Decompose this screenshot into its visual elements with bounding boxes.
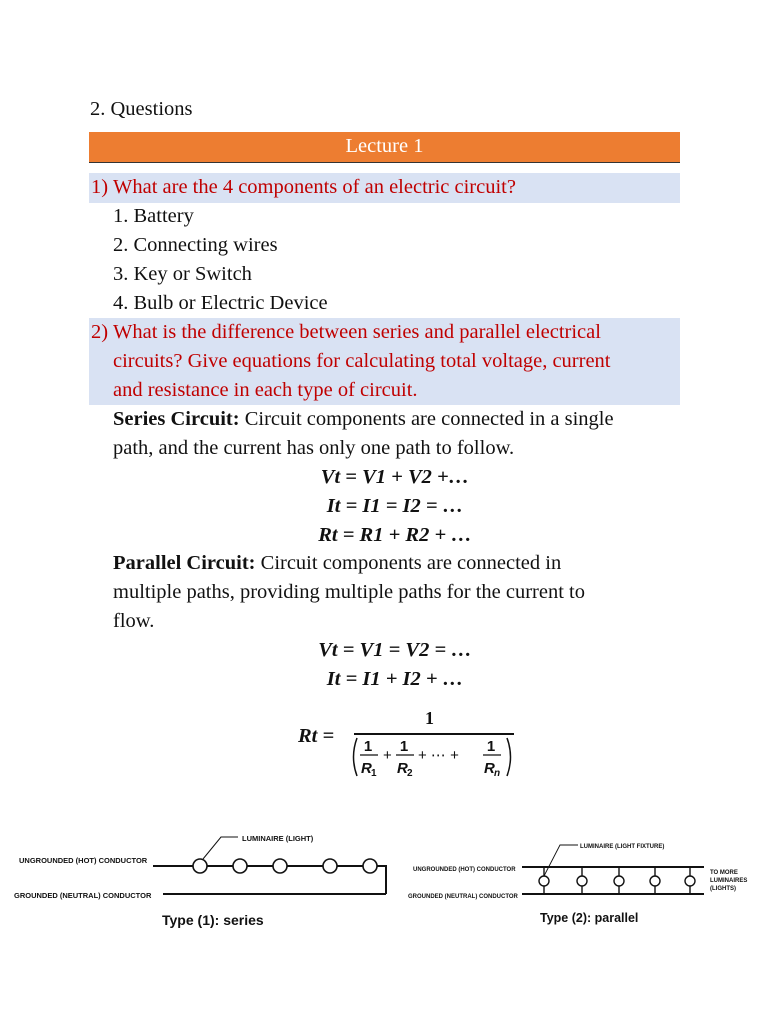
fraction-numerator: 1: [425, 708, 434, 728]
luminaire-icon: [363, 859, 377, 873]
svg-text:R: R: [397, 760, 408, 777]
question-2-line: and resistance in each type of circuit.: [113, 379, 418, 401]
lecture-header: Lecture 1: [89, 132, 680, 163]
parallel-resistance-lhs: Rt =: [298, 725, 335, 747]
series-grounded-label: GROUNDED (NEUTRAL) CONDUCTOR: [14, 891, 152, 900]
reciprocal-sum-denominator: [350, 736, 520, 782]
answer-item: 2. Connecting wires: [113, 234, 278, 256]
luminaire-icon: [577, 867, 587, 894]
parallel-voltage-equation: Vt = V1 = V2 = …: [318, 639, 472, 661]
parallel-luminaires: [539, 867, 695, 894]
parallel-ungrounded-label: UNGROUNDED (HOT) CONDUCTOR: [413, 867, 516, 873]
more-luminaires-label: TO MORE: [710, 870, 738, 876]
series-text: Circuit components are connected in a single: [239, 408, 614, 430]
parallel-caption: Type (2): parallel: [540, 911, 639, 925]
parallel-text: Circuit components are connected in: [255, 552, 562, 574]
series-resistance-equation: Rt = R1 + R2 + …: [318, 524, 472, 546]
series-voltage-equation: Vt = V1 + V2 +…: [320, 466, 470, 488]
question-2-line: circuits? Give equations for calculating total voltage, current: [113, 350, 611, 372]
series-description-line-1: [113, 405, 614, 434]
luminaire-icon: [614, 867, 624, 894]
svg-text:2: 2: [407, 768, 413, 779]
parallel-label: Parallel Circuit:: [113, 552, 256, 574]
question-1-text: What are the 4 components of an electric circuit?: [113, 176, 516, 198]
more-luminaires-label: LUMINAIRES: [710, 878, 748, 884]
luminaire-icon: [233, 859, 247, 873]
answer-item: 4. Bulb or Electric Device: [113, 292, 328, 314]
svg-text:+ ⋯ +: + ⋯ +: [418, 747, 459, 764]
question-2-number: 2): [91, 321, 109, 343]
svg-text:1: 1: [486, 738, 496, 755]
series-luminaire-label: LUMINAIRE (LIGHT): [242, 834, 314, 843]
luminaire-icon: [685, 867, 695, 894]
svg-text:1: 1: [371, 768, 377, 779]
parallel-description-line-1: [113, 549, 561, 578]
svg-text:1: 1: [363, 738, 373, 755]
fraction-bar: [354, 733, 514, 735]
parallel-description-line-2: multiple paths, providing multiple paths for the current to: [113, 581, 585, 603]
question-2-line: What is the difference between series and parallel electrical: [113, 321, 601, 343]
answer-item: 1. Battery: [113, 205, 194, 227]
series-ungrounded-label: UNGROUNDED (HOT) CONDUCTOR: [19, 856, 148, 865]
svg-text:+: +: [383, 747, 392, 764]
section-title: 2. Questions: [90, 98, 193, 120]
parallel-luminaire-label: LUMINAIRE (LIGHT FIXTURE): [580, 844, 665, 850]
series-current-equation: It = I1 = I2 = …: [326, 495, 464, 517]
parallel-wiring-diagram: [408, 836, 753, 936]
luminaire-icon: [650, 867, 660, 894]
luminaire-icon: [323, 859, 337, 873]
parallel-grounded-label: GROUNDED (NEUTRAL) CONDUCTOR: [408, 894, 518, 900]
answer-item: 3. Key or Switch: [113, 263, 252, 285]
luminaire-icon: [193, 859, 207, 873]
parallel-description-line-3: flow.: [113, 610, 155, 632]
luminaire-icon: [539, 867, 549, 894]
parallel-current-equation: It = I1 + I2 + …: [326, 668, 464, 690]
svg-text:R: R: [361, 760, 372, 777]
series-caption: Type (1): series: [162, 912, 264, 928]
series-wiring-diagram: [10, 828, 410, 938]
svg-text:1: 1: [399, 738, 409, 755]
luminaire-icon: [273, 859, 287, 873]
svg-text:n: n: [494, 768, 501, 779]
svg-text:R: R: [484, 760, 495, 777]
question-1-number: 1): [91, 176, 109, 198]
more-luminaires-label: (LIGHTS): [710, 886, 736, 892]
series-label: Series Circuit:: [113, 408, 240, 430]
series-description-line-2: path, and the current has only one path to follow.: [113, 437, 515, 459]
